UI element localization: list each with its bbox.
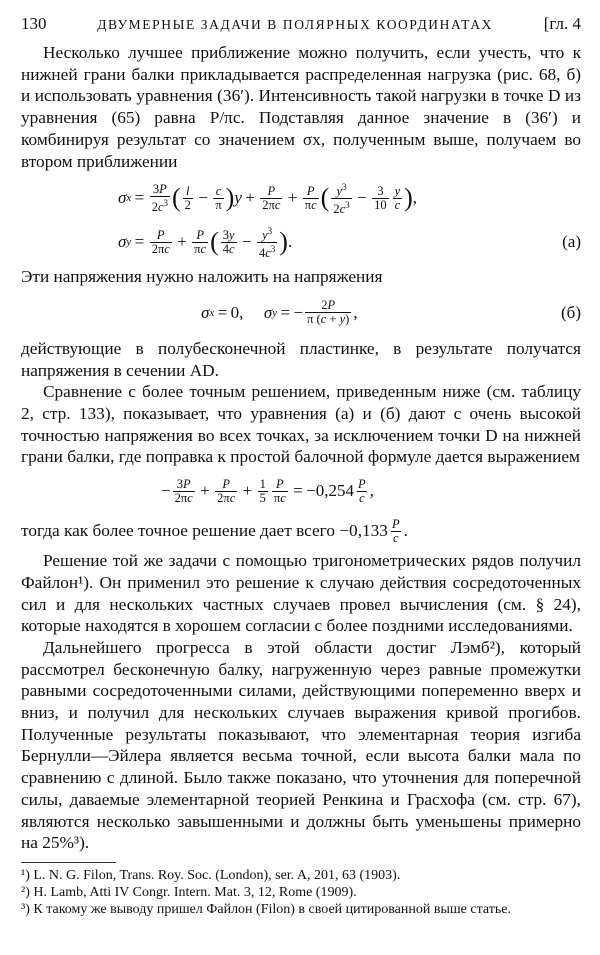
paragraph-2: Эти напряжения нужно наложить на напряжения	[21, 267, 383, 287]
footnotes	[21, 867, 581, 918]
paragraph-3: действующие в полубесконечной пластинке, в результате получатся напряжения в сечении AD.	[21, 338, 581, 380]
footnote-1: ¹) L. N. G. Filon, Trans. Roy. Soc. (London), ser. A, 201, 63 (1903).	[21, 867, 401, 883]
exact-solution-line: тогда как более точное решение дает всего −0,133 P c .	[21, 516, 408, 545]
equation-a-line-1: σ x = 3P $2c^3$ ( l 2 − c π ) y + P 2πc + P πc ( $y^3$ $2c^3$ − 3 10 y c ) ,	[118, 181, 418, 216]
page-header	[21, 14, 581, 42]
equation-b: σ x = 0, σ y = − 2P π (c + y) , (б)	[201, 298, 581, 327]
exact-value: −0,133	[339, 521, 388, 541]
footnote-2: ²) H. Lamb, Atti IV Congr. Intern. Mat. 3, 12, Rome (1909).	[21, 884, 357, 900]
paragraph-6: Решение той же задачи с помощью тригонометрических рядов получил Файлон¹). Он применил это решение к случаю действия сосредоточенных сил и для нескольких частных случаев провел вычисления (см. § 24), которые находятся в хорошем согласии с более поздними исследованиями.	[21, 551, 581, 636]
footnote-rule	[21, 862, 116, 863]
running-title: ДВУМЕРНЫЕ ЗАДАЧИ В ПОЛЯРНЫХ КООРДИНАТАХ	[97, 17, 494, 32]
book-page	[21, 14, 581, 918]
equation-a-line-2: σ y = P 2πc + P πc ( 3y 4c − $y^3$ $4c^3$ ) . (а)	[118, 225, 581, 260]
equation-correction: − 3P 2πc + P 2πc + 1 5 P πc = −0,254 P c ,	[161, 476, 374, 505]
equation-a-label: (а)	[562, 232, 581, 252]
correction-value: −0,254	[306, 481, 355, 501]
paragraph-1: Несколько лучшее приближение можно получить, если учесть, что к нижней грани балки прикладывается распределенная нагрузка (рис. 68, б) и использовать уравнения (36′). Интенсивность такой нагрузки в точке D из уравнения (65) равна P/πc. Подставляя данное значение в (36′) и комбинируя результат со значением σx, полученным выше, получаем во втором приближении	[21, 43, 581, 171]
chapter-ref: [гл. 4	[543, 14, 581, 33]
paragraph-4: Сравнение с более точным решением, приведенным ниже (см. таблицу 2, стр. 133), показывает, что уравнения (а) и (б) дают с очень высокой точностью напряжения во всех точках, за исключением точки D на нижней грани балки, где поправка к простой балочной формуле дается выражением	[21, 382, 581, 467]
equation-a	[21, 176, 581, 264]
paragraph-7: Дальнейшего прогресса в этой области достиг Лэмб²), который рассмотрел бесконечную балку, нагруженную через равные промежутки равными сосредоточенными силами, действующими попеременно вверх и вниз, и получил для нескольких случаев выражения кривой прогибов. Полученные результаты показывают, что элементарная теория изгиба Бернулли—Эйлера является весьма точной, если высота балки мала по сравнению с длиной. Было также показано, что уточнения для поперечной силы, даваемые элементарной теорией Ренкина и Грасхофа (см. стр. 67), являются несколько завышенными и должны быть уменьшены примерно на 25%³).	[21, 637, 581, 853]
paragraph-5: тогда как более точное решение дает всего	[21, 521, 335, 541]
footnote-3: ³) К такому же выводу пришел Файлон (Filon) в своей цитированной выше статье.	[21, 901, 511, 917]
equation-b-label: (б)	[561, 302, 581, 322]
page-number: 130	[21, 14, 47, 33]
